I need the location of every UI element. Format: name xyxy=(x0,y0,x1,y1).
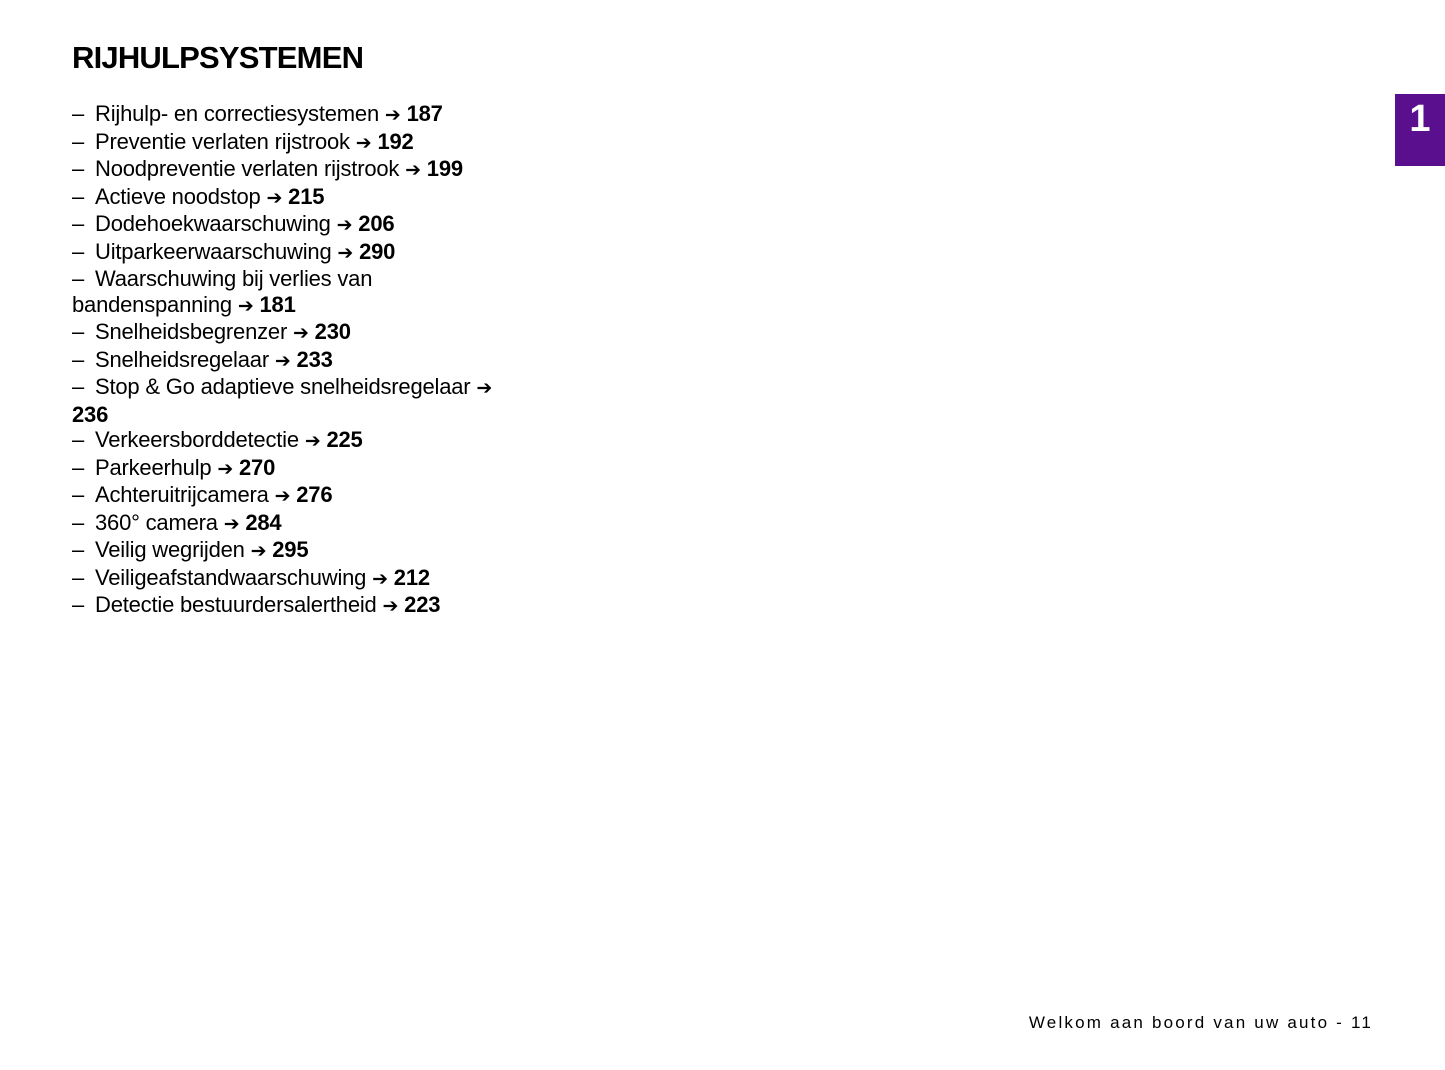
arrow-right-icon: ➔ xyxy=(274,350,291,372)
arrow-right-icon: ➔ xyxy=(336,215,353,236)
arrow-right-icon: ➔ xyxy=(274,486,291,507)
arrow-right-icon: ➔ xyxy=(304,431,321,452)
toc-item-label: Waarschuwing bij verlies van bandenspanning xyxy=(72,266,373,317)
list-dash: – xyxy=(72,238,85,264)
page-reference[interactable]: 236 xyxy=(72,401,109,427)
toc-item[interactable] xyxy=(72,319,512,347)
list-dash: – xyxy=(72,183,85,209)
toc-item-label: Verkeersborddetectie xyxy=(95,427,299,452)
arrow-right-icon: ➔ xyxy=(223,513,240,535)
list-dash: – xyxy=(72,509,85,535)
toc-item-label: Detectie bestuurdersalertheid xyxy=(95,592,377,617)
list-dash: – xyxy=(72,211,85,236)
arrow-right-icon: ➔ xyxy=(266,187,283,209)
toc-item[interactable] xyxy=(72,129,512,157)
page-reference[interactable]: 215 xyxy=(288,183,325,209)
arrow-right-icon: ➔ xyxy=(384,105,401,126)
arrow-right-icon: ➔ xyxy=(476,378,493,399)
list-dash: – xyxy=(72,156,85,181)
toc-item-label: Preventie verlaten rijstrook xyxy=(95,128,350,154)
page-reference[interactable]: 284 xyxy=(245,509,282,535)
toc-item[interactable] xyxy=(72,156,512,184)
toc-item[interactable] xyxy=(72,565,512,593)
toc-item-label: Veilig wegrijden xyxy=(95,537,245,562)
page-title: RIJHULPSYSTEMEN xyxy=(72,40,364,75)
list-dash: – xyxy=(72,427,85,452)
toc-item[interactable] xyxy=(72,184,512,212)
toc-item-label: Veiligeafstandwaarschuwing xyxy=(95,564,367,590)
toc-item[interactable] xyxy=(72,347,512,375)
list-dash: – xyxy=(72,374,85,399)
toc-item[interactable] xyxy=(72,211,512,239)
toc-list xyxy=(72,101,512,620)
page-reference[interactable]: 276 xyxy=(296,482,333,507)
toc-item[interactable] xyxy=(72,537,512,565)
toc-item-label: Uitparkeerwaarschuwing xyxy=(95,238,332,264)
toc-item[interactable] xyxy=(72,239,512,267)
toc-item[interactable] xyxy=(72,374,512,427)
toc-item-label: Dodehoekwaarschuwing xyxy=(95,211,331,236)
page-reference[interactable]: 181 xyxy=(259,291,296,317)
list-dash: – xyxy=(72,128,85,154)
list-dash: – xyxy=(72,482,85,507)
page-reference[interactable]: 206 xyxy=(358,211,395,236)
page-reference[interactable]: 290 xyxy=(359,238,396,264)
page-reference[interactable]: 270 xyxy=(239,454,276,480)
page-reference[interactable]: 225 xyxy=(326,427,363,452)
toc-item-label: Snelheidsbegrenzer xyxy=(95,319,288,344)
arrow-right-icon: ➔ xyxy=(293,323,309,344)
toc-item[interactable] xyxy=(72,455,512,483)
toc-item-label: Actieve noodstop xyxy=(95,183,261,209)
toc-item[interactable] xyxy=(72,510,512,538)
page-reference[interactable]: 230 xyxy=(314,319,351,344)
list-dash: – xyxy=(72,537,85,562)
page-reference[interactable]: 212 xyxy=(393,564,430,590)
toc-item-label: Parkeerhulp xyxy=(95,454,212,480)
page-reference[interactable]: 192 xyxy=(377,128,414,154)
page-footer: Welkom aan boord van uw auto - 11 xyxy=(1028,1013,1373,1032)
arrow-right-icon: ➔ xyxy=(382,596,399,617)
arrow-right-icon: ➔ xyxy=(337,242,354,264)
arrow-right-icon: ➔ xyxy=(405,160,421,181)
toc-item[interactable] xyxy=(72,101,512,129)
page-reference[interactable]: 199 xyxy=(426,156,463,181)
list-dash: – xyxy=(72,266,85,291)
arrow-right-icon: ➔ xyxy=(237,295,254,317)
page-reference[interactable]: 233 xyxy=(296,346,333,372)
toc-item[interactable] xyxy=(72,482,512,510)
toc-item[interactable] xyxy=(72,266,512,319)
page-reference[interactable]: 223 xyxy=(404,592,441,617)
toc-item-label: Rijhulp- en correctiesystemen xyxy=(95,101,379,126)
arrow-right-icon: ➔ xyxy=(250,541,267,562)
toc-item-label: Stop & Go adaptieve snelheidsregelaar xyxy=(95,374,471,399)
toc-item-label: Achteruitrijcamera xyxy=(95,482,269,507)
list-dash: – xyxy=(72,454,85,480)
list-dash: – xyxy=(72,592,85,617)
toc-item[interactable] xyxy=(72,427,512,455)
chapter-tab[interactable]: 1 xyxy=(1395,94,1445,166)
arrow-right-icon: ➔ xyxy=(217,458,234,480)
toc-item-label: Snelheidsregelaar xyxy=(95,346,269,372)
page-reference[interactable]: 295 xyxy=(272,537,309,562)
list-dash: – xyxy=(72,346,85,372)
toc-item-label: 360° camera xyxy=(95,509,218,535)
arrow-right-icon: ➔ xyxy=(372,568,388,590)
arrow-right-icon: ➔ xyxy=(355,132,372,154)
toc-item-label: Noodpreventie verlaten rijstrook xyxy=(95,156,400,181)
toc-item[interactable] xyxy=(72,592,512,620)
list-dash: – xyxy=(72,319,85,344)
page-reference[interactable]: 187 xyxy=(406,101,443,126)
list-dash: – xyxy=(72,564,85,590)
list-dash: – xyxy=(72,101,85,126)
